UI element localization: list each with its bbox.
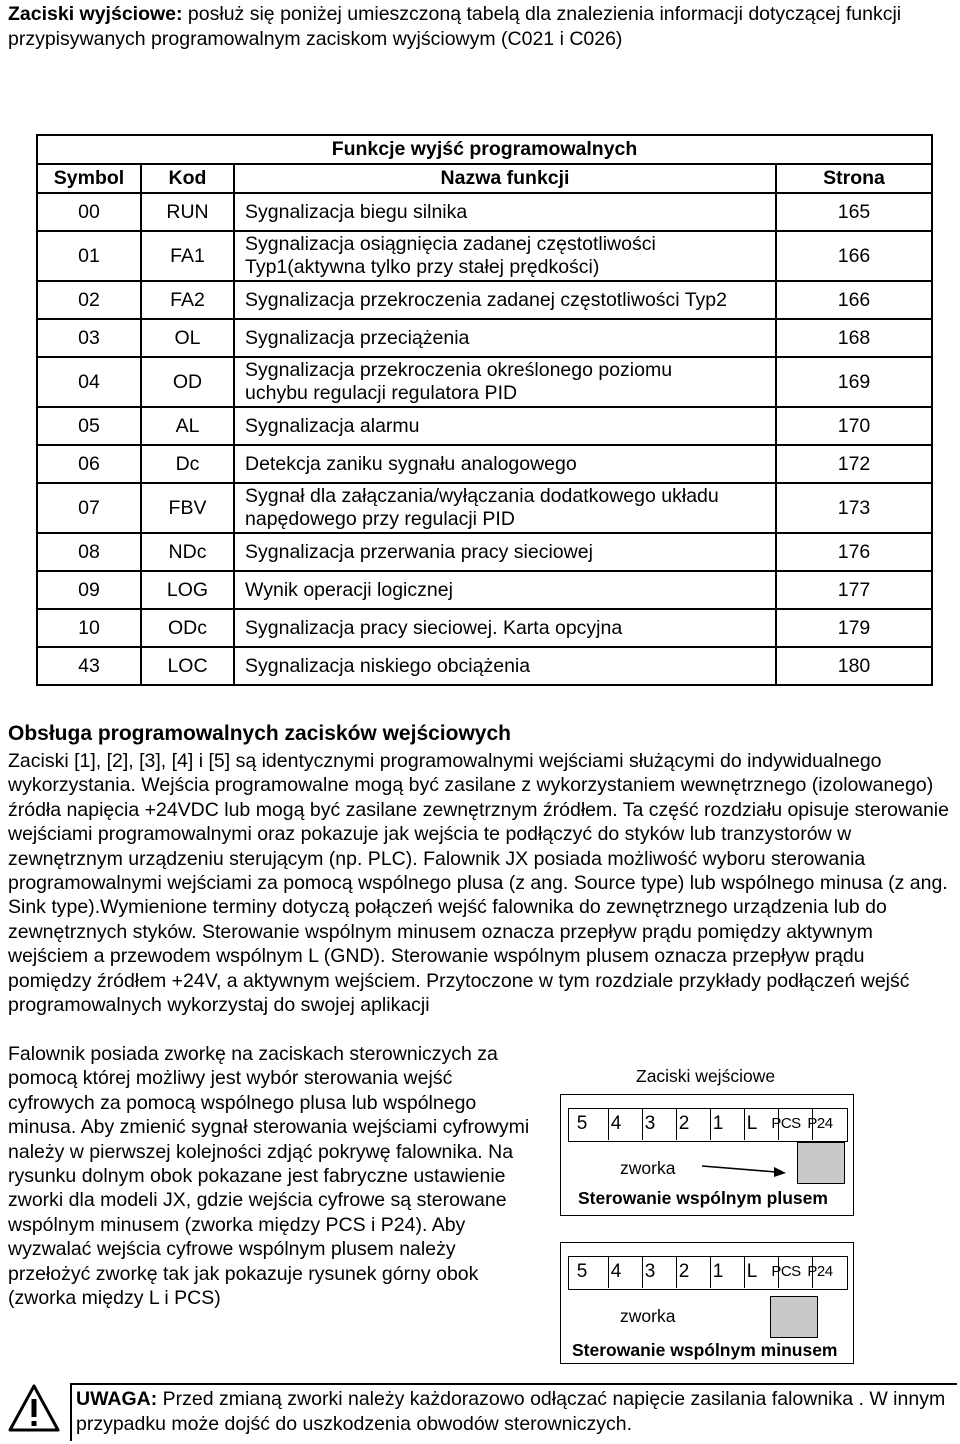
cell-kod: AL xyxy=(141,407,234,445)
terminal-label: L xyxy=(746,1261,758,1282)
cell-kod: Dc xyxy=(141,445,234,483)
cell-name xyxy=(234,445,776,483)
cell-strona: 166 xyxy=(776,281,932,319)
cell-strona: 168 xyxy=(776,319,932,357)
terminal-label: P24 xyxy=(807,1263,833,1280)
jumper-top xyxy=(797,1142,845,1184)
cell-kod: LOC xyxy=(141,647,234,685)
cell-name-line1: Sygnalizacja przekroczenia określonego poziomu xyxy=(245,359,673,381)
table-row xyxy=(37,319,932,357)
cell-name xyxy=(234,571,776,609)
diagram-title: Zaciski wejściowe xyxy=(636,1066,776,1086)
cell-kod: RUN xyxy=(141,193,234,231)
terminal-label: 1 xyxy=(712,1113,724,1134)
cell-symbol: 07 xyxy=(37,483,141,533)
warning-box xyxy=(70,1383,957,1441)
cell-name-line2: Typ1(aktywna tylko przy stałej prędkości) xyxy=(245,256,600,278)
cell-name xyxy=(234,483,776,533)
cell-symbol: 09 xyxy=(37,571,141,609)
cell-kod: ODc xyxy=(141,609,234,647)
warning-label: UWAGA: xyxy=(76,1388,158,1410)
col-header-symbol: Symbol xyxy=(37,164,141,193)
table-row xyxy=(37,483,932,533)
caption-bottom: Sterowanie wspólnym minusem xyxy=(572,1340,838,1360)
table-row xyxy=(37,231,932,281)
table-row xyxy=(37,281,932,319)
jumper-label-bottom: zworka xyxy=(620,1306,676,1326)
cell-kod: FBV xyxy=(141,483,234,533)
cell-name-line1: Detekcja zaniku sygnału analogowego xyxy=(245,452,577,475)
warning-text: Przed zmianą zworki należy każdorazowo odłączać napięcie zasilania falownika . W innym przypadku może dojść do uszkodzenia obwodów sterowniczych. xyxy=(76,1388,946,1435)
intro-body: posłuż się poniżej umieszczoną tabelą dla znalezienia informacji dotyczącej funkcji przypisywanych programowalnym zaciskom wyjściowym (C021 i C026) xyxy=(8,3,902,50)
terminal-label: L xyxy=(746,1113,758,1134)
jumper-label-top: zworka xyxy=(620,1158,676,1178)
cell-symbol: 03 xyxy=(37,319,141,357)
cell-name xyxy=(234,231,776,281)
cell-name-line1: Sygnalizacja niskiego obciążenia xyxy=(245,654,531,677)
cell-kod: LOG xyxy=(141,571,234,609)
cell-strona: 173 xyxy=(776,483,932,533)
intro-lead: Zaciski wyjściowe: xyxy=(8,3,183,25)
table-row xyxy=(37,357,932,407)
table-row xyxy=(37,571,932,609)
cell-name-line1: Sygnalizacja przekroczenia zadanej częstotliwości Typ2 xyxy=(245,288,727,311)
col-header-kod: Kod xyxy=(141,164,234,193)
terminal-label: 2 xyxy=(678,1113,690,1134)
cell-name-line1: Sygnalizacja osiągnięcia zadanej częstotliwości xyxy=(245,233,656,255)
cell-strona: 169 xyxy=(776,357,932,407)
cell-strona: 172 xyxy=(776,445,932,483)
cell-name xyxy=(234,357,776,407)
cell-name xyxy=(234,533,776,571)
cell-name-line1: Sygnalizacja alarmu xyxy=(245,414,420,437)
cell-strona: 165 xyxy=(776,193,932,231)
col-header-name: Nazwa funkcji xyxy=(234,164,776,193)
cell-symbol: 05 xyxy=(37,407,141,445)
output-functions-table xyxy=(36,134,933,686)
terminal-label: 5 xyxy=(576,1113,588,1134)
cell-strona: 177 xyxy=(776,571,932,609)
terminal-label: 3 xyxy=(644,1113,656,1134)
table-row xyxy=(37,193,932,231)
jumper-bottom xyxy=(770,1296,818,1338)
cell-name-line1: Sygnał dla załączania/wyłączania dodatkowego układu xyxy=(245,485,719,507)
terminal-label: 1 xyxy=(712,1261,724,1282)
cell-name xyxy=(234,609,776,647)
cell-symbol: 10 xyxy=(37,609,141,647)
cell-symbol: 04 xyxy=(37,357,141,407)
col-header-strona: Strona xyxy=(776,164,932,193)
cell-name xyxy=(234,281,776,319)
section-paragraph: Zaciski [1], [2], [3], [4] i [5] są identycznymi programowalnymi wejściami służącymi do indywidualnego wykorzystania. Wejścia programowalne mogą być zasilane z wykorzystaniem wewnętrznego (izolowanego) źródła napięcia +24VDC lub mogą być zasilane zewnętrznym źródłem. Ta część rozdziału opisuje sterowanie wejściami programowalnymi oraz pokazuje jak wejścia te podłączyć do styków lub tranzystorów w zewnętrznym urządzeniu sterującym (np. PLC). Falownik JX posiada możliwość wyboru sterowania programowalnymi wejściami za pomocą wspólnego plusa (z ang. Source type) lub wspólnego minusa (z ang. Sink type).Wymienione terminy dotyczą połączeń wejść falownika do zewnętrznego urządzenia lub do zewnętrznych styków. Sterowanie wspólnym minusem oznacza przepływ prądu pomiędzy aktywnym wejściem a przewodem wspólnym L (GND). Sterowanie wspólnym plusem oznacza przepływ prądu pomiędzy źródłem +24V, a aktywnym wejściem. Przytoczone w tym rozdziale przykłady podłączeń wejść programowalnych wykorzystaj do swojej aplikacji xyxy=(8,750,949,1017)
intro-text xyxy=(8,2,953,52)
cell-name-line1: Sygnalizacja biegu silnika xyxy=(245,200,468,223)
cell-symbol: 08 xyxy=(37,533,141,571)
table-row xyxy=(37,609,932,647)
cell-name-line2: uchybu regulacji regulatora PID xyxy=(245,382,518,404)
cell-name xyxy=(234,319,776,357)
terminal-label: P24 xyxy=(807,1115,833,1132)
cell-symbol: 43 xyxy=(37,647,141,685)
table-row xyxy=(37,647,932,685)
table-title: Funkcje wyjść programowalnych xyxy=(37,135,932,164)
warning-icon xyxy=(8,1383,60,1433)
cell-symbol: 02 xyxy=(37,281,141,319)
cell-strona: 176 xyxy=(776,533,932,571)
cell-name-line1: Sygnalizacja pracy sieciowej. Karta opcyjna xyxy=(245,616,623,639)
cell-name-line1: Wynik operacji logicznej xyxy=(245,578,453,601)
terminal-label: 4 xyxy=(610,1113,622,1134)
terminal-label: 4 xyxy=(610,1261,622,1282)
table-row xyxy=(37,445,932,483)
cell-name-line2: napędowego przy regulacji PID xyxy=(245,508,515,530)
cell-kod: OD xyxy=(141,357,234,407)
cell-strona: 180 xyxy=(776,647,932,685)
cell-symbol: 06 xyxy=(37,445,141,483)
cell-symbol: 01 xyxy=(37,231,141,281)
cell-kod: FA2 xyxy=(141,281,234,319)
cell-kod: OL xyxy=(141,319,234,357)
cell-name xyxy=(234,193,776,231)
cell-kod: FA1 xyxy=(141,231,234,281)
table-row xyxy=(37,407,932,445)
arrow-icon xyxy=(700,1158,790,1178)
terminal-label: 5 xyxy=(576,1261,588,1282)
terminal-label: 3 xyxy=(644,1261,656,1282)
cell-name xyxy=(234,647,776,685)
terminal-label: 2 xyxy=(678,1261,690,1282)
cell-strona: 179 xyxy=(776,609,932,647)
cell-strona: 166 xyxy=(776,231,932,281)
section-heading: Obsługa programowalnych zacisków wejściowych xyxy=(8,722,511,745)
cell-strona: 170 xyxy=(776,407,932,445)
jumper-paragraph: Falownik posiada zworkę na zaciskach sterowniczych za pomocą której możliwy jest wybór sterowania wejść cyfrowych za pomocą wspólnego plusa lub wspólnego minusa. Aby zmienić sygnał sterowania wejściami cyfrowymi należy w pierwszej kolejności zdjąć pokrywę falownika. Na rysunku dolnym obok pokazane jest fabryczne ustawienie zworki dla modeli JX, gdzie wejścia cyfrowe są sterowane wspólnym minusem (zworka między PCS i P24). Aby wyzwalać wejścia cyfrowe wspólnym plusem należy przełożyć zworkę tak jak pokazuje rysunek górny obok (zworka między L i PCS) xyxy=(8,1043,530,1310)
cell-name-line1: Sygnalizacja przerwania pracy sieciowej xyxy=(245,540,593,563)
cell-name-line1: Sygnalizacja przeciążenia xyxy=(245,326,470,349)
terminal-diagram xyxy=(560,1060,960,1370)
caption-top: Sterowanie wspólnym plusem xyxy=(578,1188,828,1208)
table-row xyxy=(37,533,932,571)
cell-symbol: 00 xyxy=(37,193,141,231)
terminal-label: PCS xyxy=(771,1263,801,1280)
cell-name xyxy=(234,407,776,445)
cell-kod: NDc xyxy=(141,533,234,571)
terminal-label: PCS xyxy=(771,1115,801,1132)
